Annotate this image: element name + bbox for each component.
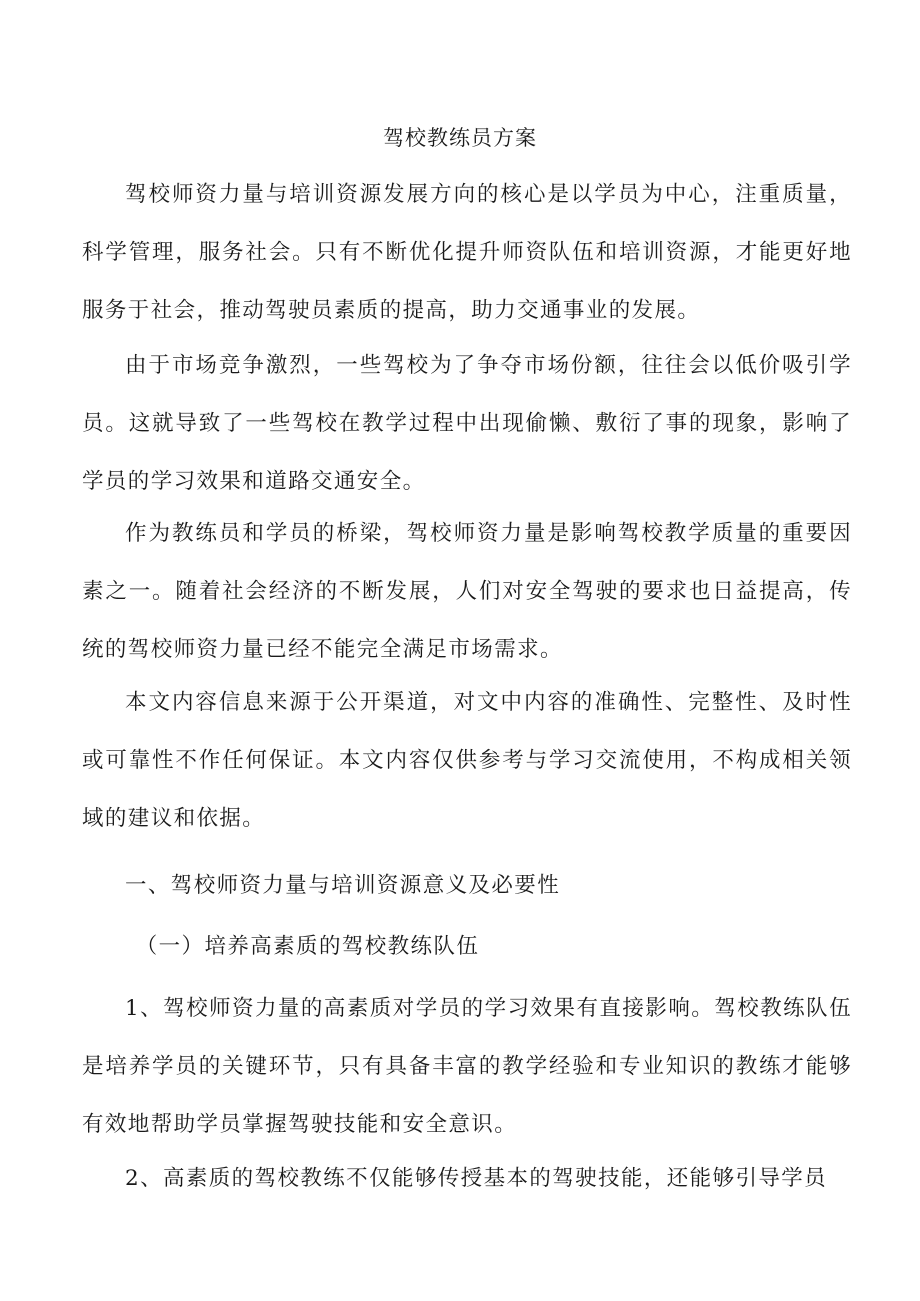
paragraph-2: 由于市场竞争激烈，一些驾校为了争夺市场份额，往往会以低价吸引学员。这就导致了一些驾校在教学过程中出现偷懒、敷衍了事的现象，影响了学员的学习效果和道路交通安全。	[82, 353, 852, 494]
list-item-1: 1、驾校师资力量的高素质对学员的学习效果有直接影响。驾校教练队伍是培养学员的关键环节，只有具备丰富的教学经验和专业知识的教练才能够有效地帮助学员掌握驾驶技能和安全意识。	[82, 996, 852, 1137]
list-item-2: 2、高素质的驾校教练不仅能够传授基本的驾驶技能，还能够引导学员	[125, 1166, 828, 1191]
paragraph-1: 驾校师资力量与培训资源发展方向的核心是以学员为中心，注重质量，科学管理，服务社会。只有不断优化提升师资队伍和培训资源，才能更好地服务于社会，推动驾驶员素质的提高，助力交通事业的发展。	[82, 182, 852, 323]
paragraph-3: 作为教练员和学员的桥梁，驾校师资力量是影响驾校教学质量的重要因素之一。随着社会经济的不断发展，人们对安全驾驶的要求也日益提高，传统的驾校师资力量已经不能完全满足市场需求。	[82, 521, 852, 662]
document-title: 驾校教练员方案	[383, 126, 537, 150]
subsection-heading: （一）培养高素质的驾校教练队伍	[135, 934, 480, 959]
section-heading: 一、驾校师资力量与培训资源意义及必要性	[125, 873, 561, 898]
paragraph-4: 本文内容信息来源于公开渠道，对文中内容的准确性、完整性、及时性或可靠性不作任何保证。本文内容仅供参考与学习交流使用，不构成相关领域的建议和依据。	[82, 690, 852, 831]
